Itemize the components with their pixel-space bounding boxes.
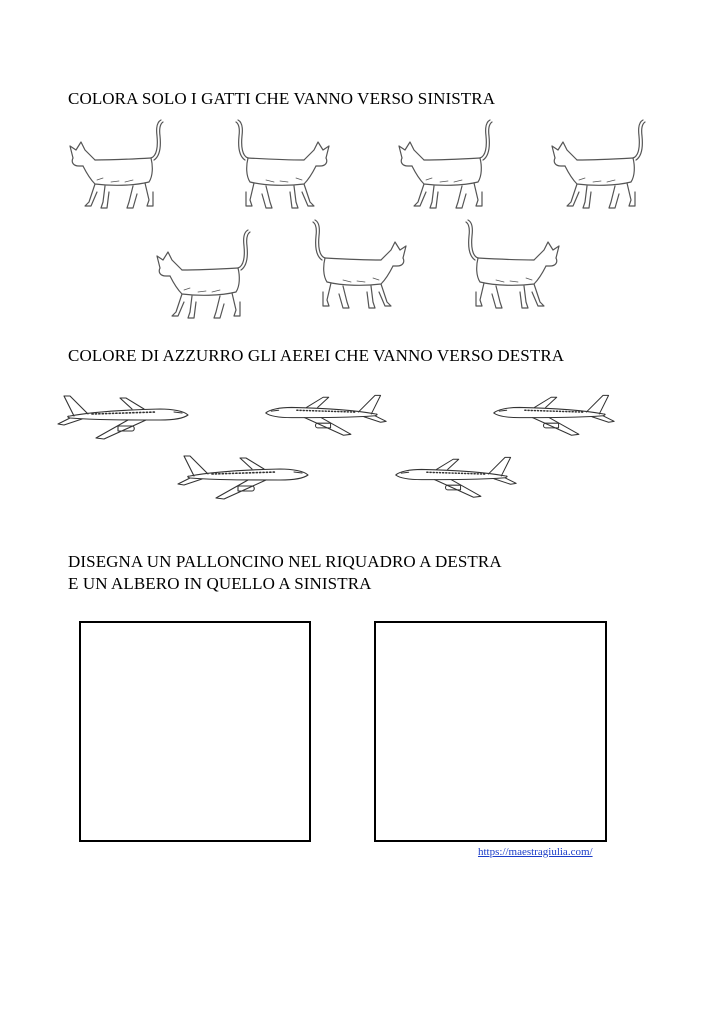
draw-instruction-line2: E UN ALBERO IN QUELLO A SINISTRA — [68, 574, 372, 593]
cat-icon — [309, 216, 409, 312]
draw-instruction-line1: DISEGNA UN PALLONCINO NEL RIQUADRO A DESTRA — [68, 552, 502, 571]
airplane-icon — [56, 386, 192, 444]
drawing-box-left[interactable] — [79, 621, 311, 842]
drawing-box-right[interactable] — [374, 621, 607, 842]
cat-icon — [396, 116, 496, 212]
cats-instruction: COLORA SOLO I GATTI CHE VANNO VERSO SINISTRA — [68, 89, 496, 108]
cat-icon — [232, 116, 332, 212]
airplane-icon — [262, 386, 388, 440]
website-link[interactable]: https://maestragiulia.com/ — [478, 846, 593, 858]
cat-icon — [462, 216, 562, 312]
cat-icon — [549, 116, 649, 212]
cat-icon — [67, 116, 167, 212]
cat-icon — [154, 226, 254, 322]
planes-instruction: COLORE DI AZZURRO GLI AEREI CHE VANNO VERSO DESTRA — [68, 346, 565, 365]
airplane-icon — [176, 446, 312, 504]
airplane-icon — [392, 448, 518, 502]
airplane-icon — [490, 386, 616, 440]
